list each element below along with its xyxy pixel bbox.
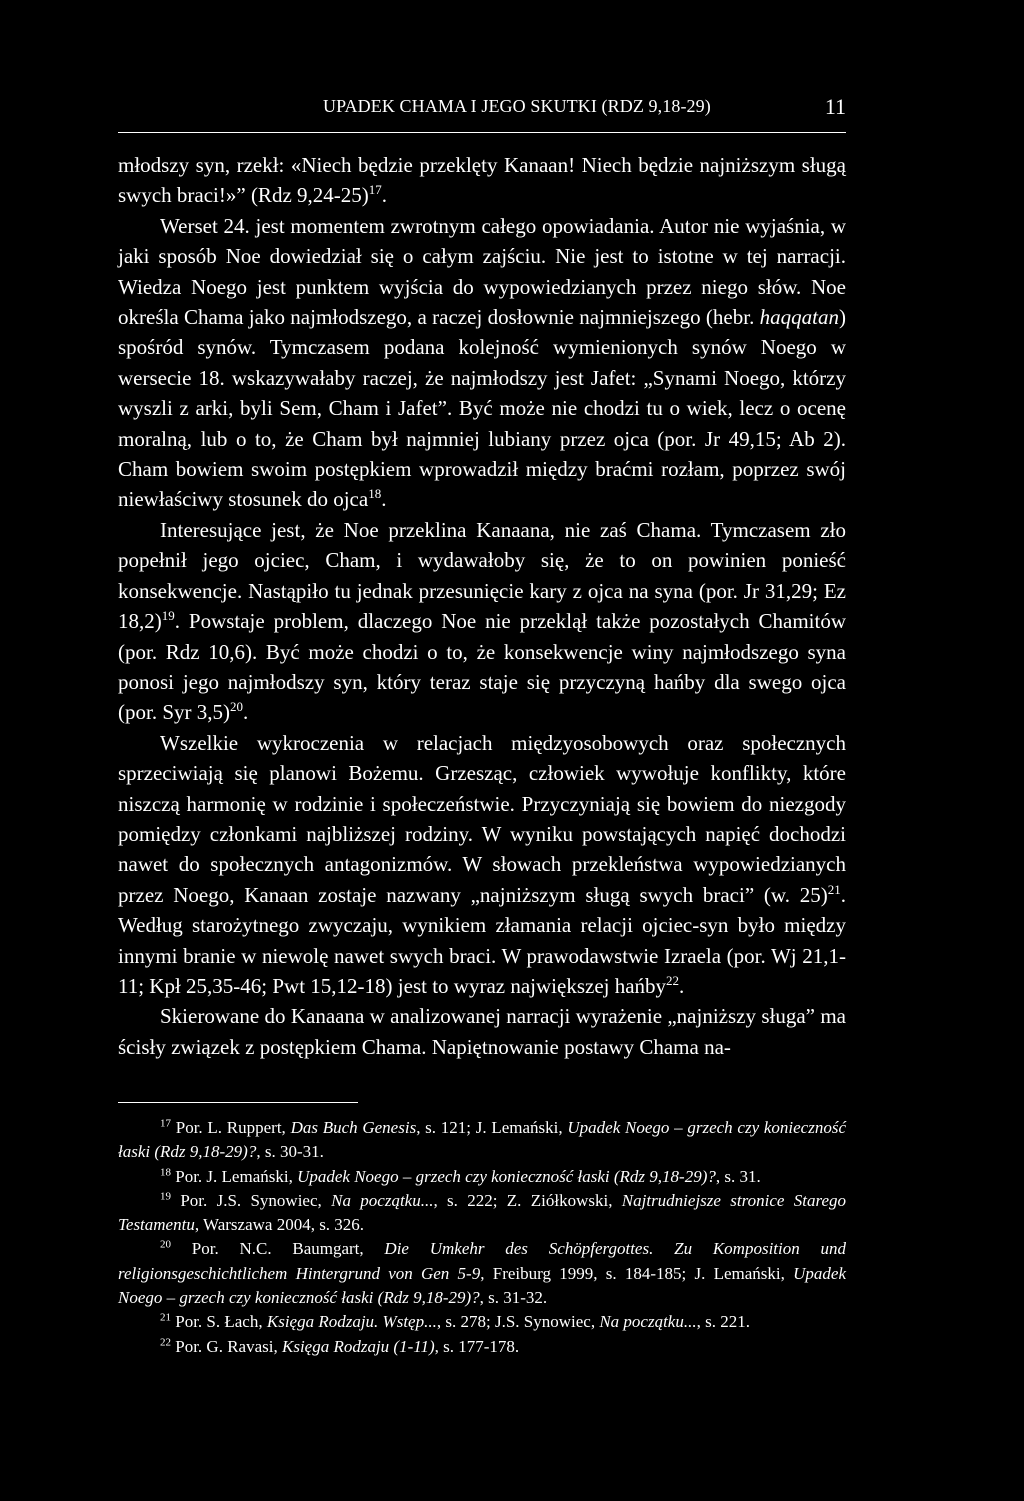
running-title: UPADEK CHAMA I JEGO SKUTKI (RDZ 9,18-29) xyxy=(323,96,711,116)
hebrew-term: haqqatan xyxy=(759,305,839,330)
footnotes xyxy=(118,1116,846,1359)
footnote-19: $^{19}$ Por. J.S. Synowiec, Na początku..., s. 222; Z. Ziółkowski, Najtrudniejsze stronice Starego Testamentu, Warszawa 2004, s. 326. xyxy=(118,1190,846,1235)
footnote-ref-17: 17 xyxy=(368,182,382,198)
footnote-ref-19: 19 xyxy=(161,608,175,624)
footnote-ref-18: 18 xyxy=(368,486,382,502)
main-text xyxy=(118,150,846,1062)
paragraph-3: Interesujące jest, że Noe przeklina Kanaana, nie zaś Chama. Tymczasem zło popełnił jego ojciec, Cham, i wydawałoby się, że to on powinien ponieść konsekwencje. Nastąpiło tu jednak przesunięcie kary z ojca na syna (por. Jr 31,29; Ez 18,2)$^{19}$. Powstaje problem, dlaczego Noe nie przeklął także pozostałych Chamitów (por. Rdz 10,6). Być może chodzi o to, że konsekwencje winy najmłodszego syna ponosi jego najmłodszy syn, który teraz staje się przyczyną hańby dla swego ojca (por. Syr 3,5)$^{20}$. xyxy=(118,517,846,725)
footnote-17: $^{17}$ Por. L. Ruppert, Das Buch Genesis, s. 121; J. Lemański, Upadek Noego – grzech czy konieczność łaski (Rdz 9,18-29)?, s. 30-31. xyxy=(118,1117,847,1162)
paragraph-1: młodszy syn, rzekł: «Niech będzie przeklęty Kanaan! Niech będzie najniższym sługą swych braci!»” (Rdz 9,24-25)$^{17}$. xyxy=(118,153,846,208)
paragraph-2: Werset 24. jest momentem zwrotnym całego opowiadania. Autor nie wyjaśnia, w jaki sposób Noe dowiedział się o całym zajściu. Nie jest to istotne w tej narracji. Wiedza Noego jest punktem wyjścia do wypowiedzianych przez niego słów. Noe określa Chama jako najmłodszego, a raczej dosłownie najmniejszego (hebr. haqqatan) spośród synów. Tymczasem podana kolejność wymienionych synów Noego w wersecie 18. wskazywałaby raczej, że najmłodszy jest Jafet: „Synami Noego, którzy wyszli z arki, byli Sem, Cham i Jafet”. Być może nie chodzi tu o wiek, lecz o ocenę moralną, lub o to, że Cham był najmniej lubiany przez ojca (por. Jr 49,15; Ab 2). Cham bowiem swoim postępkiem wprowadził między braćmi rozłam, poprzez swój niewłaściwy stosunek do ojca$^{18}$. xyxy=(118,213,846,512)
paragraph-4: Wszelkie wykroczenia w relacjach międzyosobowych oraz społecznych sprzeciwiają się planowi Bożemu. Grzesząc, człowiek wywołuje konflikty, które niszczą harmonię w rodzinie i społeczeństwie. Przyczyniają się bowiem do niezgody pomiędzy członkami najbliższej rodziny. W wyniku powstających napięć dochodzi nawet do społecznych antagonizmów. W słowach przekleństwa wypowiedzianych przez Noego, Kanaan zostaje nazwany „najniższym sługą swych braci” (w. 25)$^{21}$. Według starożytnego zwyczaju, wynikiem złamania relacji ojciec-syn było między innymi branie w niewolę nawet swych braci. W prawodawstwie Izraela (por. Wj 21,1-11; Kpł 25,35-46; Pwt 15,12-18) jest to wyraz największej hańby$^{22}$. xyxy=(118,730,846,998)
footnote-ref-21: 21 xyxy=(827,881,841,897)
footnote-22: $^{22}$ Por. G. Ravasi, Księga Rodzaju (1-11), s. 177-178. xyxy=(160,1336,520,1356)
footnote-21: $^{21}$ Por. S. Łach, Księga Rodzaju. Wstęp..., s. 278; J.S. Synowiec, Na początku..., s. 221. xyxy=(160,1311,750,1332)
footnote-ref-22: 22 xyxy=(666,972,680,988)
footnote-separator xyxy=(118,1102,358,1103)
page-number: 11 xyxy=(824,94,846,119)
paragraph-5: Skierowane do Kanaana w analizowanej narracji wyrażenie „najniższy sługa” ma ścisły związek z postępkiem Chama. Napiętnowanie postawy Chama na- xyxy=(118,1004,846,1059)
footnote-20: $^{20}$ Por. N.C. Baumgart, Die Umkehr des Schöpfergottes. Zu Komposition und religionsgeschichtlichem Hintergrund von Gen 5-9, Freiburg 1999, s. 184-185; J. Lemański, Upadek Noego – grzech czy konieczność łaski (Rdz 9,18-29)?, s. 31-32. xyxy=(118,1238,847,1308)
page-header xyxy=(118,80,846,133)
footnote-18: $^{18}$ Por. J. Lemański, Upadek Noego – grzech czy konieczność łaski (Rdz 9,18-29)?, s. 31. xyxy=(160,1165,761,1186)
footnote-ref-20: 20 xyxy=(230,699,243,715)
